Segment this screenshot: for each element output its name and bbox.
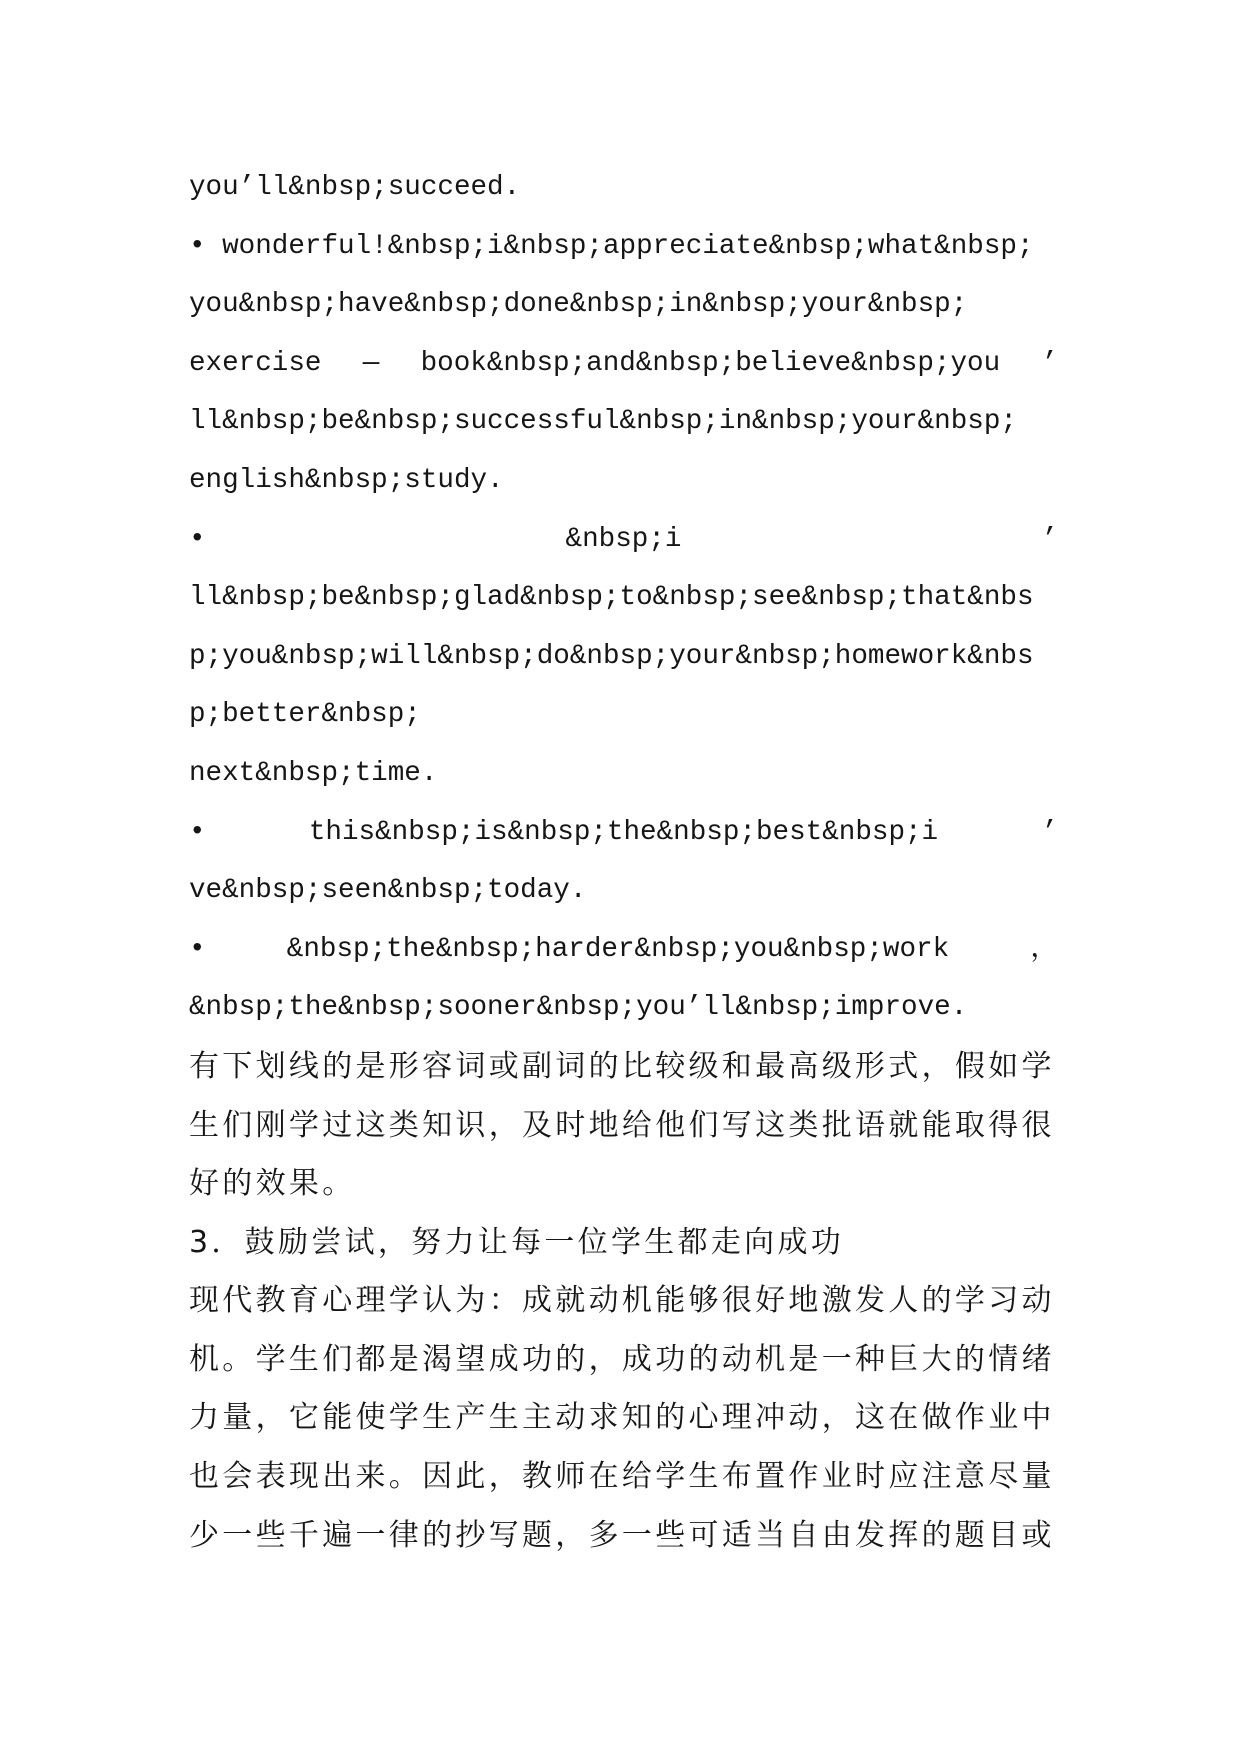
bullet-line: • &nbsp;i ’ bbox=[189, 523, 1058, 555]
text-line: exercise — book&nbsp;and&nbsp;believe&nbsp;you ’ bbox=[189, 347, 1058, 379]
paragraph-line: 有下划线的是形容词或副词的比较级和最高级形式，假如学 bbox=[189, 1048, 1055, 1084]
paragraph-line: 好的效果。 bbox=[189, 1166, 356, 1202]
text-line: english&nbsp;study. bbox=[189, 464, 504, 496]
paragraph-line: 少一些千遍一律的抄写题，多一些可适当自由发挥的题目或 bbox=[189, 1517, 1055, 1553]
text-line: next&nbsp;time. bbox=[189, 757, 438, 789]
text-line: p;you&nbsp;will&nbsp;do&nbsp;your&nbsp;homework&nbs bbox=[189, 640, 1034, 672]
paragraph-line: 机。学生们都是渴望成功的，成功的动机是一种巨大的情绪 bbox=[189, 1341, 1055, 1377]
paragraph-line: 力量，它能使学生产生主动求知的心理冲动，这在做作业中 bbox=[189, 1400, 1055, 1436]
text-line: p;better&nbsp; bbox=[189, 699, 421, 731]
text-line: you&nbsp;have&nbsp;done&nbsp;in&nbsp;your&nbsp; bbox=[189, 289, 968, 321]
section-heading: 3．鼓励尝试，努力让每一位学生都走向成功 bbox=[189, 1224, 845, 1260]
text-line: you’ll&nbsp;succeed. bbox=[189, 172, 521, 203]
bullet-line: • wonderful!&nbsp;i&nbsp;appreciate&nbsp;what&nbsp; bbox=[189, 230, 1034, 262]
bullet-line: • this&nbsp;is&nbsp;the&nbsp;best&nbsp;i ’ bbox=[189, 816, 1058, 848]
paragraph-line: 也会表现出来。因此，教师在给学生布置作业时应注意尽量 bbox=[189, 1459, 1055, 1495]
paragraph-line: 现代教育心理学认为：成就动机能够很好地激发人的学习动 bbox=[189, 1283, 1055, 1319]
text-line: ve&nbsp;seen&nbsp;today. bbox=[189, 875, 587, 907]
document-body bbox=[189, 159, 1058, 1565]
bullet-line: • &nbsp;the&nbsp;harder&nbsp;you&nbsp;work ， bbox=[189, 933, 1058, 965]
text-line: &nbsp;the&nbsp;sooner&nbsp;you’ll&nbsp;improve. bbox=[189, 992, 968, 1024]
paragraph-line: 生们刚学过这类知识，及时地给他们写这类批语就能取得很 bbox=[189, 1107, 1055, 1143]
text-line: ll&nbsp;be&nbsp;glad&nbsp;to&nbsp;see&nbsp;that&nbs bbox=[189, 582, 1034, 614]
text-line: ll&nbsp;be&nbsp;successful&nbsp;in&nbsp;your&nbsp; bbox=[189, 406, 1017, 438]
